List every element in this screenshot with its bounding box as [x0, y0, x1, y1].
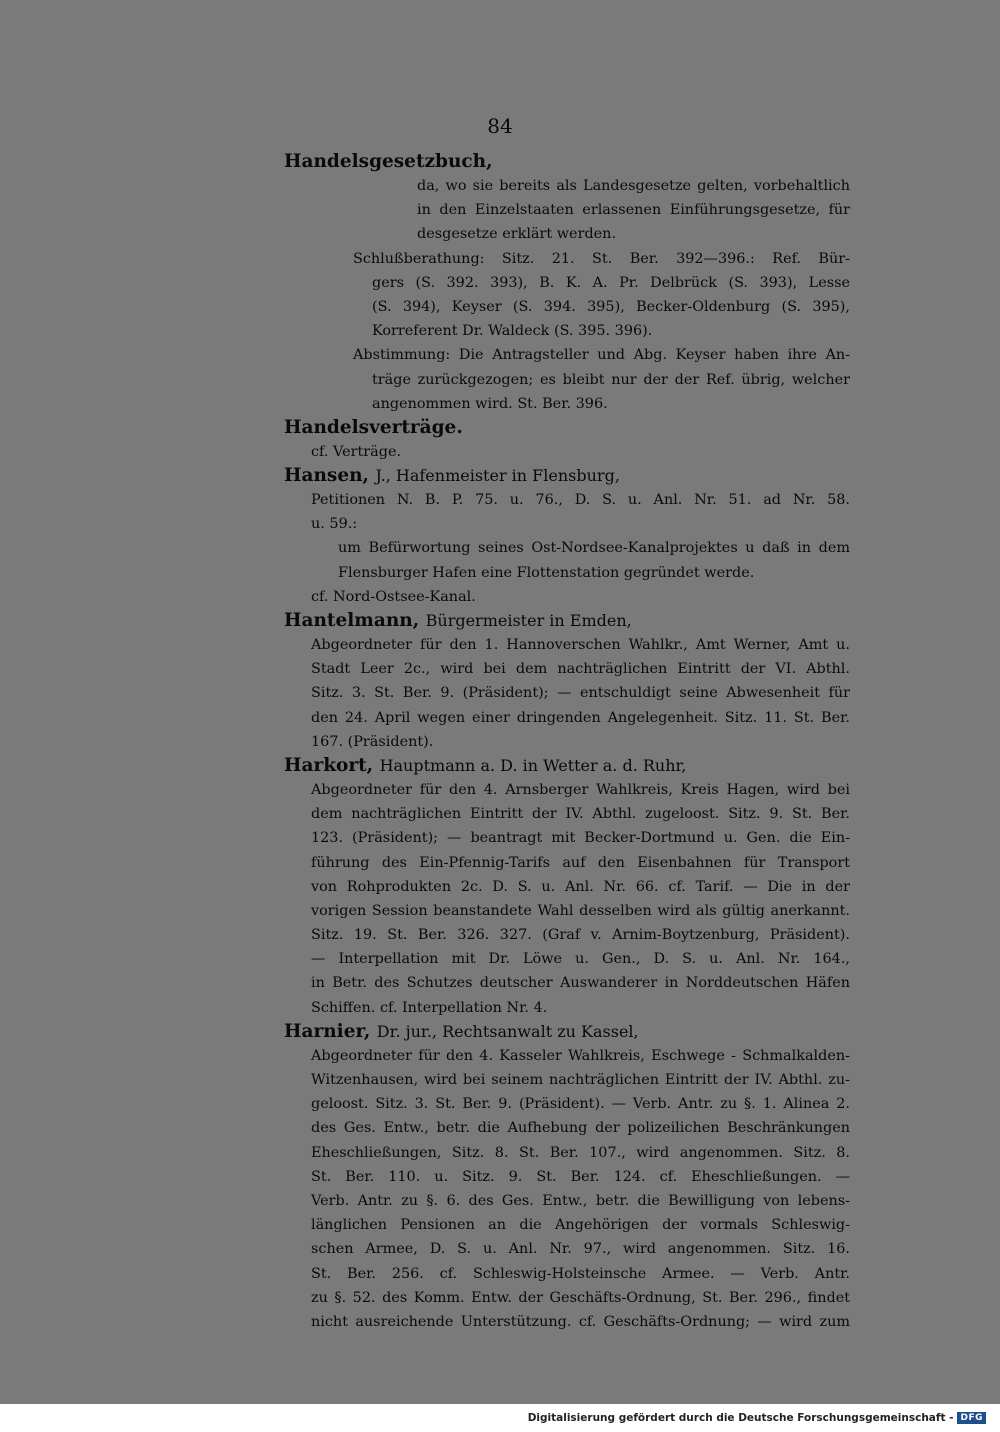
entry-line: des Ges. Entw., betr. die Aufhebung der polizeilichen Beschränkungen — [311, 1120, 850, 1137]
entry-head: Handelsverträge. — [284, 416, 463, 438]
entry-line: desgesetze erklärt werden. — [417, 226, 617, 243]
index-content — [284, 150, 850, 1334]
entry-line: von Rohprodukten 2c. D. S. u. Anl. Nr. 66. cf. Tarif. — Die in der — [311, 878, 850, 895]
entry-line: schen Armee, D. S. u. Anl. Nr. 97., wird angenommen. Sitz. 16. — [311, 1241, 850, 1258]
footer-credit: Digitalisierung gefördert durch die Deutsche Forschungsgemeinschaft - — [527, 1412, 954, 1424]
entry-name: Hansen, — [284, 465, 369, 487]
entry-line: Schiffen. cf. Interpellation Nr. 4. — [311, 999, 548, 1016]
entry-line: träge zurückgezogen; es bleibt nur der der Ref. übrig, welcher — [372, 371, 850, 388]
entry-line: Abgeordneter für den 4. Arnsberger Wahlkreis, Kreis Hagen, wird bei — [311, 781, 850, 798]
entry-line: Abgeordneter für den 1. Hannoverschen Wahlkr., Amt Werner, Amt u. — [311, 637, 850, 653]
entry-line: geloost. Sitz. 3. St. Ber. 9. (Präsident). — Verb. Antr. zu §. 1. Alinea 2. — [311, 1096, 850, 1113]
entry-line: Sitz. 19. St. Ber. 326. 327. (Graf v. Arnim-Boytzenburg, Präsident). — [311, 927, 850, 944]
entry-line: Schlußberathung: Sitz. 21. St. Ber. 392—396.: Ref. Bür- — [353, 250, 850, 267]
entry-line: den 24. April wegen einer dringenden Angelegenheit. Sitz. 11. St. Ber. — [311, 709, 850, 726]
entry-line: Abgeordneter für den 4. Kasseler Wahlkreis, Eschwege - Schmalkalden- — [311, 1047, 850, 1064]
entry-handelsgesetzbuch — [284, 150, 850, 416]
entry-line: Korreferent Dr. Waldeck (S. 395. 396). — [372, 323, 653, 340]
entry-line: — Interpellation mit Dr. Löwe u. Gen., D. S. u. Anl. Nr. 164., — [311, 951, 850, 968]
entry-hansen — [284, 464, 850, 609]
entry-line: cf. Nord-Ostsee-Kanal. — [311, 588, 476, 605]
entry-harnier — [284, 1020, 850, 1334]
entry-description: Hauptmann a. D. in Wetter a. d. Ruhr, — [379, 755, 687, 775]
entry-line: Abstimmung: Die Antragsteller und Abg. Keyser haben ihre An- — [353, 347, 850, 364]
entry-head — [284, 1020, 850, 1044]
entry-line: St. Ber. 110. u. Sitz. 9. St. Ber. 124. cf. Eheschließungen. — — [311, 1168, 850, 1185]
entry-line: nicht ausreichende Unterstützung. cf. Geschäfts-Ordnung; — wird zum — [311, 1313, 850, 1330]
entry-head — [284, 754, 850, 778]
entry-line: Flensburger Hafen eine Flottenstation gegründet werde. — [338, 564, 755, 581]
entry-line: (S. 394), Keyser (S. 394. 395), Becker-Oldenburg (S. 395), — [372, 298, 850, 315]
entry-name: Harkort, — [284, 754, 374, 776]
dfg-logo-icon: DFG — [957, 1412, 986, 1424]
entry-harkort — [284, 754, 850, 1020]
entry-line: zu §. 52. des Komm. Entw. der Geschäfts-Ordnung, St. Ber. 296., findet — [311, 1289, 850, 1306]
entry-line: gers (S. 392. 393), B. K. A. Pr. Delbrück (S. 393), Lesse — [372, 274, 850, 291]
entry-description: Dr. jur., Rechtsanwalt zu Kassel, — [376, 1021, 639, 1041]
entry-hantelmann — [284, 609, 850, 754]
entry-name: Hantelmann, — [284, 610, 420, 631]
entry-line: Sitz. 3. St. Ber. 9. (Präsident); — entschuldigt seine Abwesenheit für — [311, 685, 850, 702]
entry-line: St. Ber. 256. cf. Schleswig-Holsteinsche Armee. — Verb. Antr. — [311, 1265, 850, 1282]
entry-line: cf. Verträge. — [311, 443, 402, 460]
entry-line: angenommen wird. St. Ber. 396. — [372, 395, 608, 412]
entry-line: u. 59.: — [311, 516, 358, 533]
entry-handelsvertraege — [284, 416, 850, 464]
entry-line: vorigen Session beanstandete Wahl desselben wird als gültig anerkannt. — [311, 902, 850, 919]
entry-description: J., Hafenmeister in Flensburg, — [375, 466, 620, 486]
entry-head: Handelsgesetzbuch, — [284, 151, 493, 172]
entry-line: um Befürwortung seines Ost-Nordsee-Kanalprojektes u daß in dem — [338, 540, 850, 557]
entry-head — [284, 464, 850, 488]
entry-description: Bürgermeister in Emden, — [425, 611, 632, 630]
entry-line: Verb. Antr. zu §. 6. des Ges. Entw., betr. die Bewilligung von lebens- — [311, 1192, 850, 1209]
entry-line: Stadt Leer 2c., wird bei dem nachträglichen Eintritt der VI. Abthl. — [311, 661, 850, 678]
entry-line: Petitionen N. B. P. 75. u. 76., D. S. u. Anl. Nr. 51. ad Nr. 58. — [311, 492, 850, 509]
entry-line: Eheschließungen, Sitz. 8. St. Ber. 107., wird angenommen. Sitz. 8. — [311, 1144, 850, 1161]
entry-name: Harnier, — [284, 1020, 371, 1042]
entry-line: in Betr. des Schutzes deutscher Auswanderer in Norddeutschen Häfen — [311, 975, 850, 992]
entry-line: in den Einzelstaaten erlassenen Einführungsgesetze, für — [417, 202, 850, 219]
page-number: 84 — [487, 114, 513, 138]
entry-line: führung des Ein-Pfennig-Tarifs auf den Eisenbahnen für Transport — [311, 854, 850, 871]
entry-line: Witzenhausen, wird bei seinem nachträglichen Eintritt der IV. Abthl. zu- — [311, 1072, 850, 1088]
entry-line: länglichen Pensionen an die Angehörigen der vormals Schleswig- — [311, 1217, 850, 1234]
entry-line: dem nachträglichen Eintritt der IV. Abthl. zugeloost. Sitz. 9. St. Ber. — [311, 806, 850, 823]
entry-line: 167. (Präsident). — [311, 733, 434, 750]
footer-bar — [0, 1404, 1000, 1432]
entry-head — [284, 609, 850, 633]
entry-line: 123. (Präsident); — beantragt mit Becker-Dortmund u. Gen. die Ein- — [311, 830, 850, 847]
entry-line: da, wo sie bereits als Landesgesetze gelten, vorbehaltlich — [417, 178, 850, 194]
